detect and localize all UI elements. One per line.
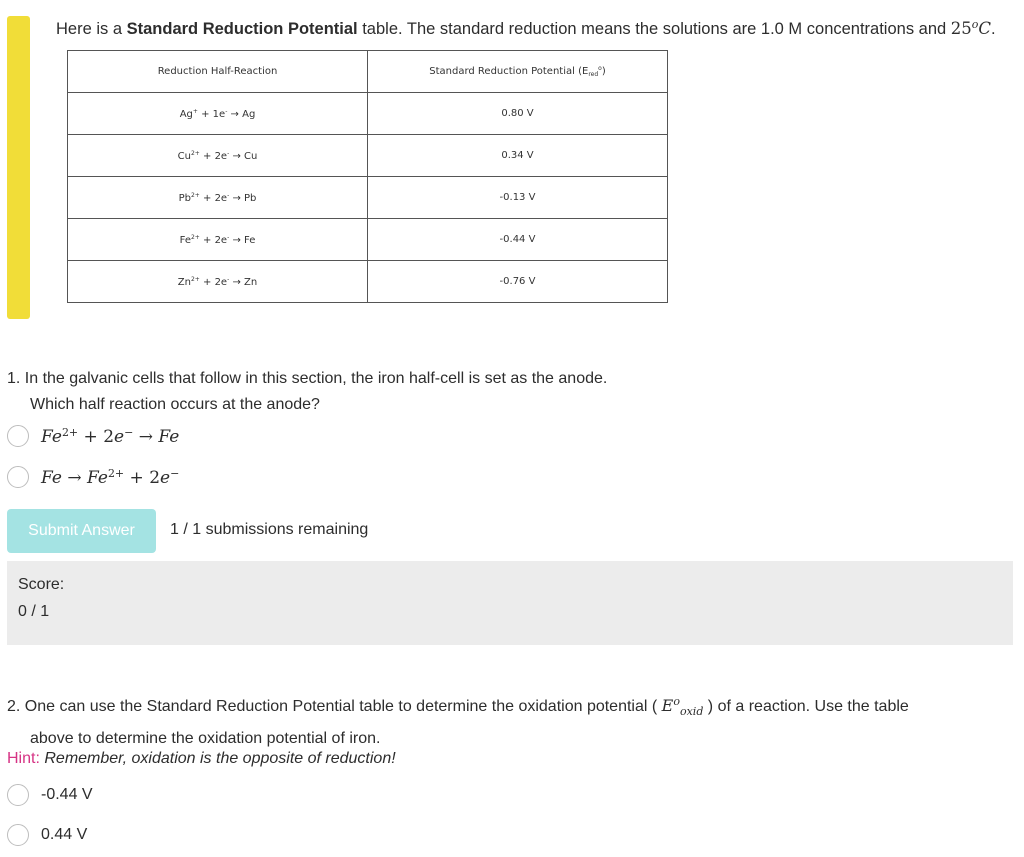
intro-bold: Standard Reduction Potential	[126, 20, 358, 38]
question-1-line1: 1. In the galvanic cells that follow in this section, the iron half-cell is set as the anode.	[7, 370, 608, 387]
table-row	[68, 261, 668, 303]
q2-option-2[interactable]	[7, 824, 87, 846]
q1-option-2-label: $Fe \to Fe^{2+} + 2e^-$	[41, 466, 180, 488]
table-row	[68, 93, 668, 135]
potential-cell: -0.76 V	[368, 261, 668, 303]
potential-cell: -0.44 V	[368, 219, 668, 261]
reduction-potential-table	[67, 50, 668, 303]
table-row	[68, 135, 668, 177]
submit-answer-button[interactable]: Submit Answer	[7, 509, 156, 553]
question-1	[7, 366, 607, 418]
question-2-line2: above to determine the oxidation potential of iron.	[30, 730, 381, 747]
half-reaction-cell: $Pb^{2+} + 2e^- \to Pb$	[68, 177, 368, 219]
half-reaction-cell: $Zn^{2+} + 2e^- \to Zn$	[68, 261, 368, 303]
table-row	[68, 177, 668, 219]
q2-option-2-radio[interactable]	[7, 824, 29, 846]
q2-option-2-label: 0.44 V	[41, 826, 88, 843]
header-potential: Standard Reduction Potential $(E_{red}^o)$	[368, 51, 668, 93]
hint	[7, 750, 396, 768]
score-value: 0 / 1	[18, 603, 50, 620]
score-label: Score:	[18, 576, 65, 593]
potential-cell: -0.13 V	[368, 177, 668, 219]
q1-option-2[interactable]	[7, 466, 179, 488]
half-reaction-cell: Ag+ + 1e- → Ag	[68, 93, 368, 135]
q2-option-1[interactable]	[7, 784, 93, 806]
question-1-line2: Which half reaction occurs at the anode?	[30, 396, 320, 413]
q1-option-2-radio[interactable]	[7, 466, 29, 488]
submissions-remaining: 1 / 1 submissions remaining	[170, 521, 369, 538]
oxidation-potential-symbol: $E^o_{oxid}$	[661, 695, 704, 718]
potential-cell: 0.34 V	[368, 135, 668, 177]
temperature-math: 25$^o$C	[950, 18, 992, 38]
q1-option-1-label: $Fe^{2+} + 2e^- \to Fe$	[41, 425, 180, 447]
half-reaction-cell: $Fe^{2+} + 2e^- \to Fe$	[68, 219, 368, 261]
score-panel	[7, 561, 1013, 645]
q2-option-1-radio[interactable]	[7, 784, 29, 806]
q2-option-1-label: -0.44 V	[41, 786, 93, 803]
half-reaction-cell: $Cu^{2+} + 2e^- \to Cu$	[68, 135, 368, 177]
intro-text: Here is a Standard Reduction Potential table. The standard reduction means the solutions are 1.0 M concentrations and 25$^o$C.	[56, 18, 996, 38]
q1-option-1[interactable]	[7, 425, 179, 447]
table-row	[68, 219, 668, 261]
table-header-row	[68, 51, 668, 93]
question-2-line1: 2. One can use the Standard Reduction Potential table to determine the oxidation potential ( $E^o_{oxid}$ ) of a reaction. Use the table	[7, 695, 909, 718]
hint-label: Hint:	[7, 750, 40, 767]
potential-cell: 0.80 V	[368, 93, 668, 135]
callout-bar	[7, 16, 30, 319]
q1-option-1-radio[interactable]	[7, 425, 29, 447]
header-half-reaction: Reduction Half-Reaction	[68, 51, 368, 93]
question-2	[7, 688, 1007, 752]
hint-text: Remember, oxidation is the opposite of reduction!	[44, 750, 396, 767]
